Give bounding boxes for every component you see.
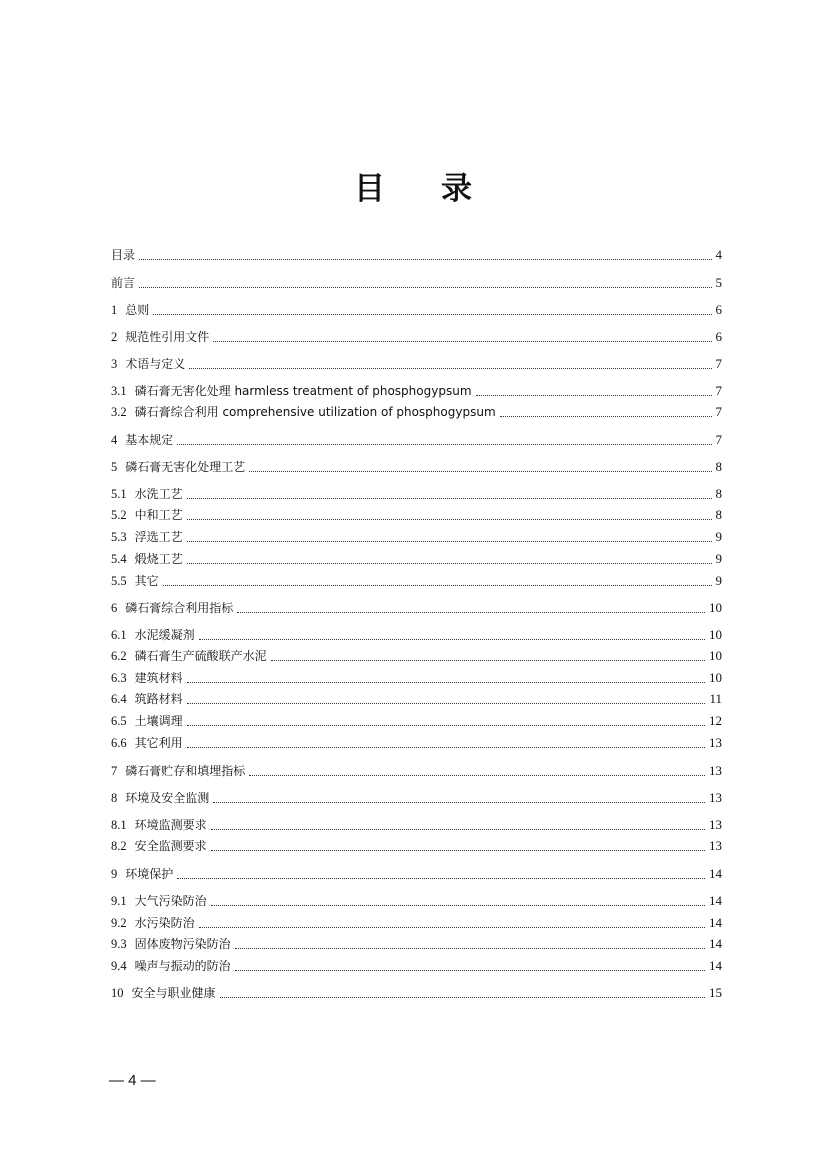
toc-entry-page: 10 [709,600,722,615]
toc-entry-page: 7 [715,356,722,371]
toc-entry-label [111,892,209,910]
toc-entry-page: 7 [715,404,722,419]
toc-entry-page: 5 [715,275,722,290]
toc-entry-title: 筑路材料 [134,692,183,706]
toc-entry[interactable] [111,984,722,1002]
toc-entry[interactable] [111,431,722,449]
dot-leader [498,403,714,421]
toc-entry-page: 14 [709,893,722,908]
dot-leader [209,892,707,910]
toc-entry[interactable] [111,914,722,932]
toc-entry-title: 磷石膏无害化处理 harmless treatment of phosphogypsum [134,384,472,398]
toc-entry-label [111,485,185,503]
toc-entry-page: 14 [709,915,722,930]
toc-entry-label [111,246,137,264]
toc-entry-number: 3.1 [111,384,127,398]
toc-entry-page: 10 [709,648,722,663]
toc-entry-label [111,712,185,730]
title-char-1: 目 [354,171,441,207]
toc-entry-label [111,301,151,319]
toc-entry-number: 7 [111,764,118,778]
toc-entry-page: 13 [709,763,722,778]
toc-entry-number: 5.5 [111,574,127,588]
toc-entry-page: 6 [715,329,722,344]
toc-entry[interactable] [111,599,722,617]
toc-entry-label [111,274,137,292]
toc-entry-page: 7 [715,383,722,398]
dot-leader [187,355,713,373]
toc-entry-title: 土壤调理 [134,714,183,728]
title-char-2: 录 [441,171,528,207]
toc-entry-number: 10 [111,986,124,1000]
toc-entry-number: 6 [111,601,118,615]
toc-entry-number: 5.2 [111,508,127,522]
toc-entry-number: 1 [111,303,118,317]
toc-entry-title: 建筑材料 [134,671,183,685]
toc-entry-title: 磷石膏综合利用 comprehensive utilization of phosphogypsum [134,405,496,419]
toc-entry-label [111,403,498,421]
toc-entry-label [111,837,209,855]
toc-entry-number: 9.2 [111,916,127,930]
toc-entry-page: 11 [709,691,722,706]
dot-leader [151,301,713,319]
toc-entry-page: 13 [709,838,722,853]
toc-entry-page: 10 [709,670,722,685]
toc-entry-number: 8.2 [111,839,127,853]
toc-entry-title: 磷石膏生产硫酸联产水泥 [134,649,267,663]
dot-leader [185,550,714,568]
dot-leader [175,431,713,449]
toc-entry-number: 2 [111,330,118,344]
dot-leader [218,984,707,1002]
toc-entry[interactable] [111,572,722,590]
toc-entry-page: 10 [709,627,722,642]
dot-leader [185,528,714,546]
toc-entry[interactable] [111,712,722,730]
toc-entry-page: 8 [715,507,722,522]
dot-leader [185,669,707,687]
toc-entry-title: 前言 [111,276,136,290]
toc-entry-title: 规范性引用文件 [125,330,210,344]
toc-entry[interactable] [111,957,722,975]
toc-entry-label [111,626,197,644]
dot-leader [197,914,707,932]
toc-entry[interactable] [111,301,722,319]
dot-leader [197,626,707,644]
toc-entry[interactable] [111,355,722,373]
toc-entry[interactable] [111,328,722,346]
toc-entry-number: 6.1 [111,628,127,642]
toc-entry-page: 9 [715,573,722,588]
toc-entry-title: 煅烧工艺 [134,552,183,566]
toc-entry-label [111,647,269,665]
dot-leader [137,246,713,264]
toc-entry-label [111,328,211,346]
toc-entry-title: 安全与职业健康 [131,986,216,1000]
toc-entry-title: 磷石膏贮存和填埋指标 [125,764,246,778]
toc-entry-number: 9 [111,867,118,881]
toc-entry-number: 6.5 [111,714,127,728]
toc-entry-page: 4 [715,247,722,262]
toc-entry-page: 14 [709,958,722,973]
toc-entry-title: 水污染防治 [134,916,195,930]
toc-entry[interactable] [111,935,722,953]
dot-leader [211,789,707,807]
toc-entry-number: 3.2 [111,405,127,419]
toc-entry[interactable] [111,550,722,568]
page-number-footer: — 4 — [109,1072,156,1089]
toc-entry-title: 其它 [134,574,159,588]
toc-entry[interactable] [111,403,722,421]
toc-entry-title: 浮选工艺 [134,530,183,544]
dot-leader [161,572,714,590]
toc-entry-number: 9.1 [111,894,127,908]
toc-entry-title: 环境保护 [125,867,174,881]
toc-entry-label [111,690,185,708]
toc-entry-number: 6.3 [111,671,127,685]
toc-entry-label [111,550,185,568]
toc-entry-number: 8.1 [111,818,127,832]
toc-entry[interactable] [111,669,722,687]
toc-entry[interactable] [111,528,722,546]
toc-entry-title: 噪声与振动的防治 [134,959,231,973]
toc-entry-title: 安全监测要求 [134,839,207,853]
toc-entry[interactable] [111,690,722,708]
toc-entry-label [111,816,209,834]
toc-entry[interactable] [111,865,722,883]
toc-entry-title: 目录 [111,248,136,262]
toc-entry-title: 基本规定 [125,433,174,447]
dot-leader [209,816,707,834]
dot-leader [185,506,714,524]
toc-entry-title: 磷石膏无害化处理工艺 [125,460,246,474]
toc-entry[interactable] [111,382,722,400]
toc-entry-number: 8 [111,791,118,805]
toc-entry-label [111,458,247,476]
toc-entry-title: 水洗工艺 [134,487,183,501]
toc-entry-label [111,431,175,449]
toc-entry-label [111,734,185,752]
toc-entry-title: 术语与定义 [125,357,186,371]
toc-entry-page: 14 [709,936,722,951]
toc-entry-number: 5.1 [111,487,127,501]
toc-entry[interactable] [111,789,722,807]
toc-entry[interactable] [111,647,722,665]
toc-entry-label [111,382,474,400]
dot-leader [137,274,713,292]
toc-entry[interactable] [111,762,722,780]
dot-leader [233,935,707,953]
page-title [0,163,826,208]
toc-entry-title: 中和工艺 [134,508,183,522]
toc-entry-label [111,914,197,932]
toc-entry-label [111,865,175,883]
toc-entry-title: 环境监测要求 [134,818,207,832]
toc-entry[interactable] [111,837,722,855]
toc-entry[interactable] [111,246,722,264]
dot-leader [175,865,707,883]
toc-entry-page: 6 [715,302,722,317]
toc-entry-number: 9.3 [111,937,127,951]
toc-entry-label [111,599,235,617]
toc-entry-page: 9 [715,529,722,544]
toc-entry-number: 6.4 [111,692,127,706]
dot-leader [247,762,707,780]
toc-entry-page: 8 [715,459,722,474]
toc-entry-label [111,789,211,807]
toc-entry-title: 环境及安全监测 [125,791,210,805]
toc-entry-number: 5 [111,460,118,474]
dot-leader [233,957,707,975]
toc-entry[interactable] [111,506,722,524]
dot-leader [185,734,707,752]
toc-entry-label [111,506,185,524]
toc-entry-title: 其它利用 [134,736,183,750]
toc-entry-title: 固体废物污染防治 [134,937,231,951]
toc-entry-page: 12 [709,713,722,728]
toc-entry-page: 13 [709,735,722,750]
toc-entry-label [111,528,185,546]
toc-entry-page: 13 [709,817,722,832]
toc-entry[interactable] [111,626,722,644]
toc-entry-page: 9 [715,551,722,566]
toc-entry[interactable] [111,892,722,910]
toc-entry-label [111,984,218,1002]
toc-entry-label [111,762,247,780]
toc-entry-title: 磷石膏综合利用指标 [125,601,234,615]
toc-entry[interactable] [111,458,722,476]
toc-entry[interactable] [111,485,722,503]
dot-leader [185,690,708,708]
toc-entry-label [111,957,233,975]
toc-entry[interactable] [111,734,722,752]
toc-entry-number: 3 [111,357,118,371]
toc-entry-page: 7 [715,432,722,447]
dot-leader [247,458,713,476]
toc-entry-page: 14 [709,866,722,881]
dot-leader [474,382,714,400]
toc-entry[interactable] [111,816,722,834]
toc-entry-label [111,935,233,953]
toc-entry-page: 8 [715,486,722,501]
dot-leader [185,485,714,503]
toc-entry-label [111,572,161,590]
toc-entry[interactable] [111,274,722,292]
toc-entry-number: 9.4 [111,959,127,973]
toc-entry-label [111,355,187,373]
toc-entry-page: 15 [709,985,722,1000]
toc-entry-page: 13 [709,790,722,805]
toc-entry-number: 6.2 [111,649,127,663]
dot-leader [209,837,707,855]
dot-leader [185,712,707,730]
toc-entry-number: 5.3 [111,530,127,544]
toc-entry-number: 4 [111,433,118,447]
toc-entry-number: 6.6 [111,736,127,750]
dot-leader [269,647,707,665]
toc-entry-label [111,669,185,687]
toc-entry-title: 总则 [125,303,150,317]
dot-leader [211,328,713,346]
toc-entry-title: 大气污染防治 [134,894,207,908]
toc-entry-number: 5.4 [111,552,127,566]
dot-leader [235,599,707,617]
toc-entry-title: 水泥缓凝剂 [134,628,195,642]
